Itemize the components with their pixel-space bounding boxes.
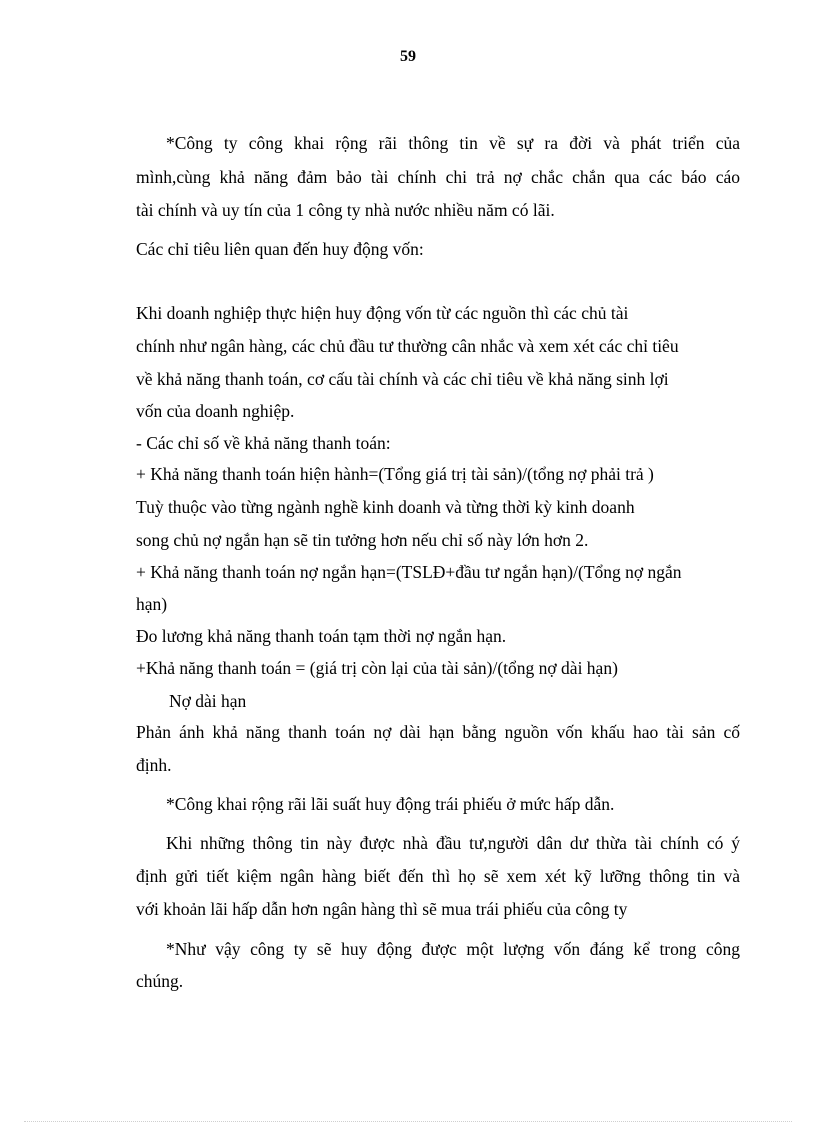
text-line: mình,cùng khả năng đảm bảo tài chính chi trả nợ chắc chắn qua các báo cáo bbox=[136, 167, 740, 187]
text-line: về khả năng thanh toán, cơ cấu tài chính và các chỉ tiêu về khả năng sinh lợi bbox=[136, 369, 669, 389]
text-line: Khi những thông tin này được nhà đầu tư,người dân dư thừa tài chính có ý bbox=[166, 833, 740, 853]
text-line: Đo lương khả năng thanh toán tạm thời nợ ngắn hạn. bbox=[136, 626, 507, 646]
text-line: song chủ nợ ngắn hạn sẽ tin tưởng hơn nếu chỉ số này lớn hơn 2. bbox=[136, 530, 589, 550]
text-line: Khi doanh nghiệp thực hiện huy động vốn từ các nguồn thì các chủ tài bbox=[136, 303, 629, 323]
text-line: + Khả năng thanh toán hiện hành=(Tổng giá trị tài sản)/(tổng nợ phải trả ) bbox=[136, 464, 654, 484]
page-bottom-rule bbox=[24, 1121, 792, 1122]
text-line: định gửi tiết kiệm ngân hàng biết đến thì họ sẽ xem xét kỹ lưỡng thông tin và bbox=[136, 866, 740, 886]
page-number: 59 bbox=[400, 48, 416, 65]
text-line: vốn của doanh nghiệp. bbox=[136, 401, 295, 421]
text-line: chúng. bbox=[136, 971, 184, 991]
text-line: *Công ty công khai rộng rãi thông tin về sự ra đời và phát triển của bbox=[166, 133, 740, 153]
text-line: *Như vậy công ty sẽ huy động được một lượng vốn đáng kể trong công bbox=[166, 939, 740, 959]
text-line: Tuỳ thuộc vào từng ngành nghề kinh doanh và từng thời kỳ kinh doanh bbox=[136, 497, 635, 517]
text-line: +Khả năng thanh toán = (giá trị còn lại của tài sản)/(tổng nợ dài hạn) bbox=[136, 658, 618, 678]
text-line: chính như ngân hàng, các chủ đầu tư thường cân nhắc và xem xét các chỉ tiêu bbox=[136, 336, 679, 356]
text-line: Phản ánh khả năng thanh toán nợ dài hạn bằng nguồn vốn khấu hao tài sản cố bbox=[136, 722, 740, 742]
text-line: tài chính và uy tín của 1 công ty nhà nước nhiều năm có lãi. bbox=[136, 200, 555, 220]
text-line: - Các chỉ số về khả năng thanh toán: bbox=[136, 433, 391, 453]
text-line: với khoản lãi hấp dẫn hơn ngân hàng thì sẽ mua trái phiếu của công ty bbox=[136, 899, 628, 919]
text-line: + Khả năng thanh toán nợ ngắn hạn=(TSLĐ+đầu tư ngắn hạn)/(Tổng nợ ngắn bbox=[136, 562, 682, 582]
text-line: Các chỉ tiêu liên quan đến huy động vốn: bbox=[136, 239, 424, 259]
text-line: hạn) bbox=[136, 594, 168, 614]
text-line: *Công khai rộng rãi lãi suất huy động trái phiếu ở mức hấp dẫn. bbox=[166, 794, 615, 814]
text-line: định. bbox=[136, 755, 172, 775]
text-line: Nợ dài hạn bbox=[169, 691, 247, 711]
